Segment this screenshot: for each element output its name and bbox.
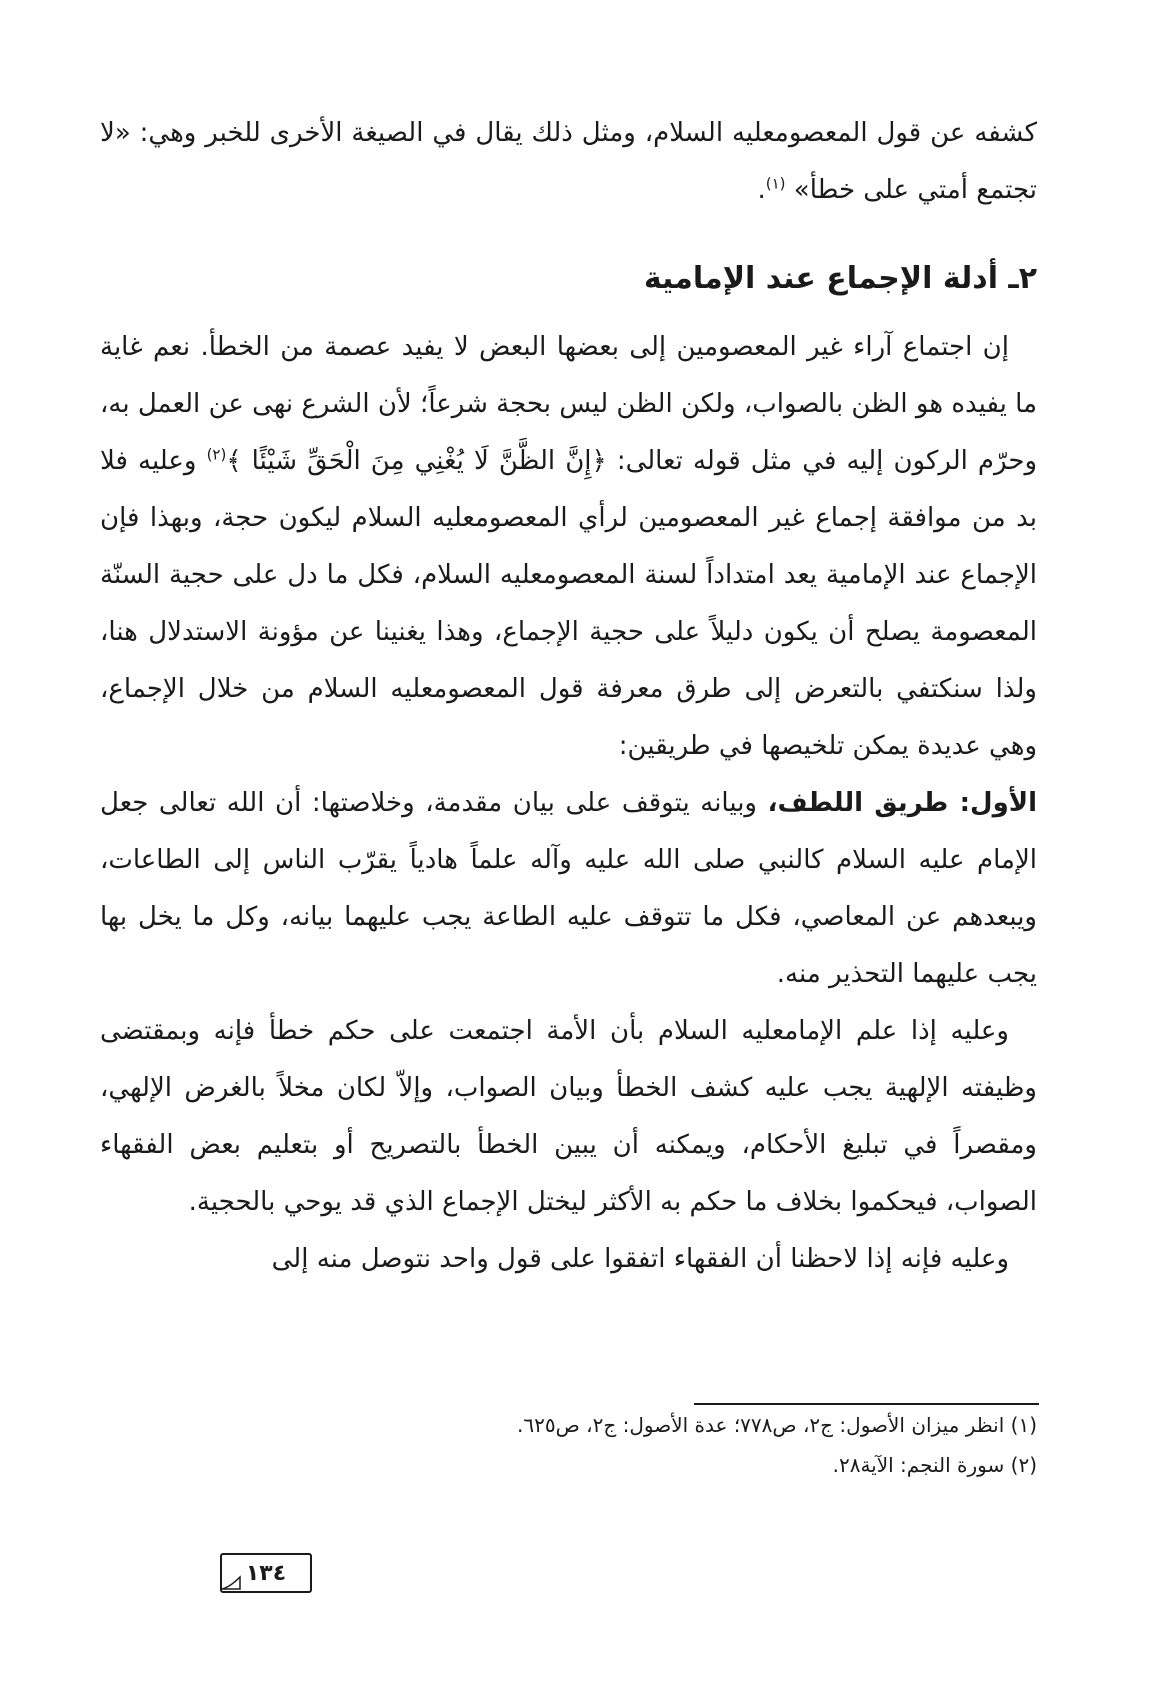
section-heading: ٢ـ أدلة الإجماع عند الإمامية	[643, 261, 1037, 296]
footnotes	[360, 1405, 1037, 1485]
main-text	[100, 105, 1037, 1288]
paragraph-end: .	[757, 175, 766, 205]
footnote-2: (٢) سورة النجم: الآية٢٨.	[832, 1453, 1037, 1477]
paragraph-text: وبيانه يتوقف على بيان مقدمة، وخلاصتها: أن الله تعالى جعل الإمام عليه السلام كالنبي صلى الله عليه وآله علماً هادياً يقرّب الناس إلى الطاعات، ويبعدهم عن المعاصي، فكل ما تتوقف عليه الطاعة يجب عليهما بيانه، وكل ما يخل بها يجب عليهما التحذير منه.	[100, 788, 1037, 989]
paragraph-jurists-agreement: وعليه فإنه إذا لاحظنا أن الفقهاء اتفقوا على قول واحد نتوصل منه إلى	[271, 1244, 1009, 1274]
paragraph-first-method	[100, 775, 1037, 1003]
page-number: ١٣٤	[220, 1553, 312, 1593]
footnote-1: (١) انظر ميزان الأصول: ج٢، ص٧٧٨؛ عدة الأصول: ج٢، ص٦٢٥.	[517, 1413, 1037, 1437]
paragraph-text: وعليه فلا بد من موافقة إجماع غير المعصومين لرأي المعصومعليه السلام ليكون حجة، وبهذا فإن الإجماع عند الإمامية يعد امتداداً لسنة المعصومعليه السلام، فكل ما دل على حجية السنّة المعصومة يصلح أن يكون دليلاً على حجية الإجماع، وهذا يغنينا عن مؤونة الاستدلال هنا، ولذا سنكتفي بالتعرض إلى طرق معرفة قول المعصومعليه السلام من خلال الإجماع، وهي عديدة يمكن تلخيصها في طريقين:	[100, 446, 1037, 761]
paragraph-text: كشفه عن قول المعصومعليه السلام، ومثل ذلك يقال في الصيغة الأخرى للخبر وهي: «لا تجتمع أمتي على خطأ»	[100, 118, 1037, 205]
footnote-marker: (١)	[765, 174, 786, 193]
paragraph-imam-knowledge: وعليه إذا علم الإمامعليه السلام بأن الأمة اجتمعت على حكم خطأ فإنه وبمقتضى وظيفته الإلهية يجب عليه كشف الخطأ وبيان الصواب، وإلاّ لكان مخلاً بالغرض الإلهي، ومقصراً في تبليغ الأحكام، ويمكنه أن يبين الخطأ بالتصريح أو بتعليم بعض الفقهاء الصواب، فيحكموا بخلاف ما حكم به الأكثر ليختل الإجماع الذي قد يوحي بالحجية.	[100, 1016, 1037, 1217]
footnote-marker: (٢)	[206, 445, 227, 464]
paragraph-continuation	[100, 105, 1037, 219]
page-curl-icon	[220, 1575, 242, 1591]
paragraph-consensus-evidence	[100, 319, 1037, 775]
paragraph-text: إن اجتماع آراء غير المعصومين إلى بعضها البعض لا يفيد عصمة من الخطأ. نعم غاية ما يفيده هو الظن بالصواب، ولكن الظن ليس بحجة شرعاً؛ لأن الشرع نهى عن العمل به، وحرّم الركون إليه في مثل قوله تعالى: ﴿إِنَّ الظَّنَّ لَا يُغْنِي مِنَ الْحَقِّ شَيْئًا ﴾	[100, 332, 1037, 476]
method-title: الأول: طريق اللطف،	[767, 788, 1038, 818]
